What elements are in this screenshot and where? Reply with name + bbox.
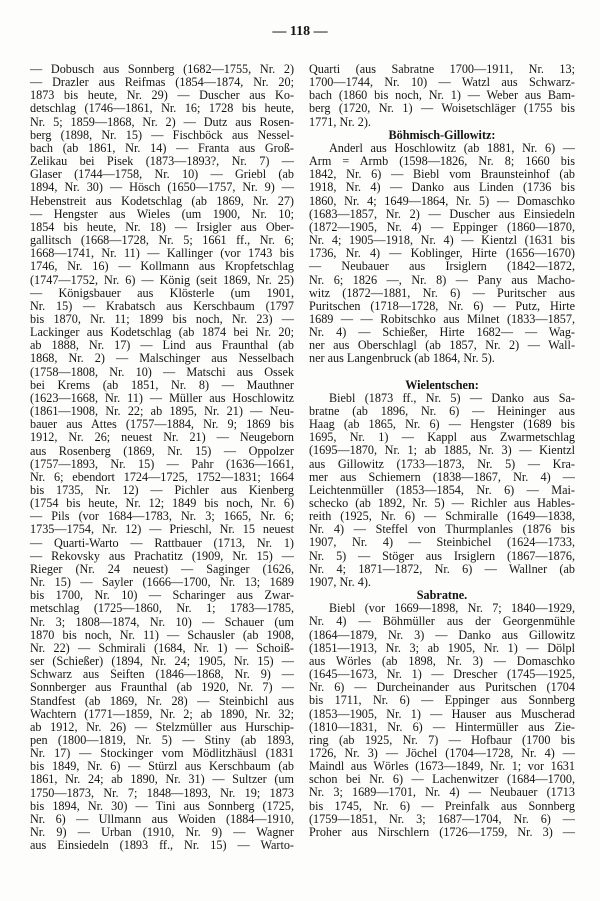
text-line: 1726, Nr. 3) — Jöchel (1704—1728, Nr. 4) — bbox=[309, 745, 575, 760]
text-line: (1851—1913, Nr. 3; ab 1905, Nr. 1) — Dölpl bbox=[309, 640, 575, 655]
text-line: bratne (ab 1896, Nr. 6) — Heininger aus bbox=[309, 403, 575, 418]
text-line: — Quarti-Warto — Rattbauer (1713, Nr. 1) bbox=[30, 535, 294, 550]
text-line: Nr. 4) — Böhmüller aus der Georgenmühle bbox=[309, 614, 575, 629]
text-line: 1861, Nr. 24; ab 1890, Nr. 31) — Sultzer (um bbox=[30, 772, 294, 787]
text-line: bis 1735, Nr. 12) — Pichler aus Kienberg bbox=[30, 483, 294, 497]
text-line: (1853—1905, Nr. 1) — Hauser aus Muscherad bbox=[309, 706, 575, 721]
text-line: Standfest (ab 1869, Nr. 28) — Steinbichl aus bbox=[30, 693, 294, 708]
text-line: 1842, Nr. 6) — Biebl vom Braunsteinhof (ab bbox=[309, 167, 575, 182]
text-line: aus Rosenberg (1869, Nr. 15) — Oppolzer bbox=[30, 443, 294, 458]
text-line: Nr. 4) — Schießer, Hirte 1682— — Wag- bbox=[309, 325, 575, 340]
text-line: Wachtern (1771—1859, Nr. 2; ab 1890, Nr. 32; bbox=[30, 706, 294, 721]
text-line: Proher aus Nirschlern (1726—1759, Nr. 3) — bbox=[309, 824, 575, 839]
text-line: ser (Schießer) (1894, Nr. 24; 1905, Nr. 15) — bbox=[30, 654, 294, 669]
text-line: Quarti (aus Sabratne 1700—1911, Nr. 13; bbox=[309, 62, 575, 76]
text-line: Nr. 6; 1826 —, Nr. 8) — Pany aus Macho- bbox=[309, 272, 575, 287]
text-line: gallitsch (1668—1728, Nr. 5; 1661 ff., Nr. 6; bbox=[30, 233, 294, 248]
text-line: 1860, Nr. 4; 1649—1864, Nr. 5) — Domaschko bbox=[309, 193, 575, 208]
text-line: — Dobusch aus Sonnberg (1682—1755, Nr. 2) bbox=[30, 62, 294, 76]
text-line: — Neubauer aus Irsiglern (1842—1872, bbox=[309, 259, 575, 274]
text-line: pen (1800—1819, Nr. 5) — Stiny (ab 1893, bbox=[30, 732, 294, 747]
section-heading: Sabratne. bbox=[416, 588, 468, 603]
text-line: (1872—1905, Nr. 4) — Eppinger (1860—1870, bbox=[309, 219, 575, 234]
text-line: 1907, Nr. 4) — Steinbichel (1624—1733, bbox=[309, 535, 575, 550]
text-line: Nr. 6) — Ullmann aus Woiden (1884—1910, bbox=[30, 811, 294, 826]
text-line: Nr. 4; 1871—1872, Nr. 6) — Wallner (ab bbox=[309, 561, 575, 576]
text-line: 1907, Nr. 4). bbox=[309, 574, 371, 589]
text-line: 1918, Nr. 4) — Danko aus Linden (1736 bis bbox=[309, 180, 575, 195]
text-line: Zelikau bei Pisek (1873—1893?, Nr. 7) — bbox=[30, 154, 294, 169]
text-line: berg (1720, Nr. 1) — Woisetschläger (1755 bis bbox=[309, 101, 575, 116]
text-line: (1645—1673, Nr. 1) — Drescher (1745—1925, bbox=[309, 667, 575, 682]
text-line: bis 1745, Nr. 6) — Preinfalk aus Sonnberg bbox=[309, 798, 575, 813]
text-line: (1864—1879, Nr. 3) — Danko aus Gillowitz bbox=[309, 627, 575, 642]
text-line: Hebenstreit aus Kodetschlag (ab 1869, Nr. 27) bbox=[30, 193, 294, 208]
text-line: Haag (ab 1865, Nr. 6) — Hengster (1689 bis bbox=[309, 417, 575, 432]
text-line: (1810—1831, Nr. 6) — Hintermüller aus Zie- bbox=[309, 719, 575, 734]
section-heading: Böhmisch-Gillowitz: bbox=[388, 127, 496, 142]
text-line: metschlag (1725—1860, Nr. 1; 1783—1785, bbox=[30, 601, 294, 616]
text-line: Nr. 4; 1905—1918, Nr. 4) — Kientzl (1631 bis bbox=[309, 233, 575, 248]
text-line: 1689 — — Robitschko aus Milnet (1833—1857, bbox=[309, 311, 575, 326]
text-line: reith (1925, Nr. 6) — Schmiralle (1649—1838, bbox=[309, 509, 575, 524]
text-line: (1758—1808, Nr. 10) — Matschi aus Ossek bbox=[30, 364, 294, 379]
text-line: (1754 bis heute, Nr. 12; 1849 bis noch, Nr. 6) bbox=[30, 496, 294, 511]
text-line: 1912, Nr. 26; neuest Nr. 21) — Neugeborn bbox=[30, 430, 294, 445]
text-line: Nr. 15) — Sayler (1666—1700, Nr. 13; 1689 bbox=[30, 575, 294, 590]
text-line: 1736, Nr. 4) — Koblinger, Hirte (1656—1670) bbox=[309, 246, 575, 261]
text-line: bis 1870, Nr. 11; 1899 bis noch, Nr. 23) — bbox=[30, 311, 294, 326]
text-line: ner aus Langenbruck (ab 1864, Nr. 5). bbox=[309, 351, 495, 366]
text-line: 1868, Nr. 2) — Malschinger aus Nesselbach bbox=[30, 351, 294, 366]
text-line: bei Krems (ab 1851, Nr. 8) — Mauthner bbox=[30, 377, 294, 392]
text-line: (1683—1857, Nr. 2) — Duscher aus Einsiedeln bbox=[309, 206, 575, 221]
text-line: — Drazler aus Reifmas (1854—1874, Nr. 20; bbox=[30, 75, 294, 90]
text-line: Leichtenmüller (1853—1854, Nr. 6) — Mai- bbox=[309, 482, 575, 497]
text-line: 1854 bis heute, Nr. 18) — Irsigler aus Ober- bbox=[30, 219, 294, 234]
text-line: Nr. 22) — Schmirali (1684, Nr. 1) — Schoiß- bbox=[30, 640, 294, 655]
text-line: 1735—1754, Nr. 12) — Prieschl, Nr. 15 neuest bbox=[30, 522, 294, 537]
text-line: Nr. 5; 1859—1868, Nr. 2) — Dutz aus Rosen- bbox=[30, 114, 294, 129]
text-line: Schwarz aus Seiften (1846—1868, Nr. 9) — bbox=[30, 667, 294, 682]
text-line: Nr. 17) — Stockinger vom Mödlitzhäusl (1831 bbox=[30, 746, 294, 761]
text-line: bach (1860 bis noch, Nr. 1) — Weber aus Bam- bbox=[309, 88, 575, 103]
text-line: 1695, Nr. 1) — Kappl aus Zwarmetschlag bbox=[309, 430, 575, 445]
text-line: Glaser (1744—1758, Nr. 10) — Griebl (ab bbox=[30, 167, 294, 182]
text-line: Biebl (vor 1669—1898, Nr. 7; 1840—1929, bbox=[329, 601, 575, 616]
text-line: (1623—1668, Nr. 11) — Müller aus Hoschlowitz bbox=[30, 390, 294, 405]
text-line: 1873 bis heute, Nr. 29) — Duscher aus Ko- bbox=[30, 88, 294, 103]
text-line: — Pils (vor 1684—1783, Nr. 3; 1665, Nr. 6; bbox=[30, 509, 294, 524]
text-line: Lackinger aus Kodetschlag (ab 1874 bei Nr. 20; bbox=[30, 325, 294, 340]
text-line: — Hengster aus Wieles (um 1900, Nr. 10; bbox=[30, 206, 294, 221]
text-line: 1700—1744, Nr. 10) — Watzl aus Schwarz- bbox=[309, 75, 575, 90]
text-line: Nr. 4) — Steffel von Thurmplanles (1876 bis bbox=[309, 522, 575, 537]
text-line: (1759—1851, Nr. 3; 1687—1704, Nr. 6) — bbox=[309, 811, 575, 826]
text-line: aus Einsiedeln (1893 ff., Nr. 15) — Warto- bbox=[30, 838, 294, 853]
text-line: ab 1888, Nr. 17) — Lind aus Fraunthal (ab bbox=[30, 338, 294, 353]
text-line: 1894, Nr. 30) — Hösch (1650—1757, Nr. 9) — bbox=[30, 180, 294, 195]
text-line: ner aus Oberschlagl (ab 1857, Nr. 2) — Wall- bbox=[309, 338, 575, 353]
text-line: witz (1872—1881, Nr. 6) — Puritscher aus bbox=[309, 285, 575, 300]
text-line: schecko (ab 1892, Nr. 5) — Richler aus Hables- bbox=[309, 496, 575, 510]
text-line: ring (ab 1925, Nr. 7) — Hofbaur (1700 bis bbox=[309, 732, 575, 747]
page-number: — 118 — bbox=[272, 24, 328, 39]
text-line: Nr. 9) — Urban (1910, Nr. 9) — Wagner bbox=[30, 825, 294, 840]
text-line: — Rekovsky aus Prachatitz (1909, Nr. 15) — bbox=[30, 548, 294, 563]
text-line: bach (ab 1861, Nr. 14) — Franta aus Groß- bbox=[30, 140, 294, 155]
text-line: Arm = Armb (1598—1826, Nr. 8; 1660 bis bbox=[309, 154, 575, 169]
text-line: aus Wörles (ab 1898, Nr. 3) — Domaschko bbox=[309, 653, 575, 668]
text-line: mer aus Schiemern (1838—1867, Nr. 4) — bbox=[309, 469, 575, 484]
text-line: ab 1912, Nr. 26) — Stelzmüller aus Hurschip- bbox=[30, 719, 294, 734]
text-line: Nr. 6) — Durcheinander aus Puritschen (1704 bbox=[309, 680, 575, 695]
left-column bbox=[30, 63, 294, 852]
text-line: Nr. 5) — Stöger aus Irsiglern (1867—1876, bbox=[309, 548, 575, 563]
text-line: detschlag (1746—1861, Nr. 16; 1728 bis heute, bbox=[30, 101, 294, 116]
text-line: 1668—1741, Nr. 11) — Kallinger (vor 1743 bis bbox=[30, 246, 294, 261]
text-line: schon bei Nr. 6) — Lachenwitzer (1684—1700, bbox=[309, 772, 575, 787]
text-line: bauer aus Attes (1757—1884, Nr. 9; 1869 bis bbox=[30, 417, 294, 432]
text-line: Biebl (1873 ff., Nr. 5) — Danko aus Sa- bbox=[329, 390, 575, 405]
text-line: bis 1700, Nr. 10) — Scharinger aus Zwar- bbox=[30, 588, 294, 603]
text-line: Nr. 6; ebendort 1724—1725, 1752—1831; 1664 bbox=[30, 469, 294, 484]
text-line: Nr. 15) — Krabatsch aus Kerschbaum (1797 bbox=[30, 298, 294, 313]
text-line: aus Gillowitz (1733—1873, Nr. 5) — Kra- bbox=[309, 456, 575, 471]
text-line: Anderl aus Hoschlowitz (ab 1881, Nr. 6) — bbox=[329, 140, 575, 155]
text-line: 1870 bis noch, Nr. 11) — Schausler (ab 1908, bbox=[30, 627, 294, 642]
text-line: Maindl aus Wörles (1673—1849, Nr. 1; vor 1631 bbox=[309, 759, 575, 774]
text-line: (1861—1908, Nr. 22; ab 1895, Nr. 21) — Neu- bbox=[30, 404, 294, 419]
text-line: Puritschen (1718—1728, Nr. 6) — Putz, Hirte bbox=[309, 298, 575, 313]
text-line: — Königsbauer aus Klösterle (um 1901, bbox=[30, 285, 294, 300]
section-heading: Wielentschen: bbox=[405, 377, 479, 392]
text-line: (1757—1893, Nr. 15) — Pahr (1636—1661, bbox=[30, 456, 294, 471]
text-line: Rieger (Nr. 24 neuest) — Saginger (1626, bbox=[30, 561, 294, 576]
text-line: bis 1711, Nr. 6) — Eppinger aus Sonnberg bbox=[309, 693, 575, 708]
text-line: Sonnberger aus Fraunthal (ab 1920, Nr. 7) — bbox=[30, 680, 294, 695]
text-line: Nr. 3; 1689—1701, Nr. 4) — Neubauer (1713 bbox=[309, 785, 575, 800]
text-line: bis 1849, Nr. 6) — Stürzl aus Kerschbaum (ab bbox=[30, 759, 294, 774]
text-line: bis 1894, Nr. 30) — Tini aus Sonnberg (1725, bbox=[30, 798, 294, 813]
right-column bbox=[309, 63, 575, 839]
text-line: (1747—1752, Nr. 6) — König (seit 1869, Nr. 25) bbox=[30, 272, 294, 287]
text-line: 1771, Nr. 2). bbox=[309, 114, 371, 129]
text-line: (1695—1870, Nr. 1; ab 1885, Nr. 3) — Kientzl bbox=[309, 443, 575, 458]
text-line: berg (1898, Nr. 15) — Fischböck aus Nessel- bbox=[30, 127, 294, 142]
text-line: 1750—1873, Nr. 7; 1848—1893, Nr. 19; 1873 bbox=[30, 785, 294, 800]
text-line: 1746, Nr. 16) — Kollmann aus Kropfetschlag bbox=[30, 259, 294, 274]
text-line: Nr. 3; 1808—1874, Nr. 10) — Schauer (um bbox=[30, 614, 294, 629]
